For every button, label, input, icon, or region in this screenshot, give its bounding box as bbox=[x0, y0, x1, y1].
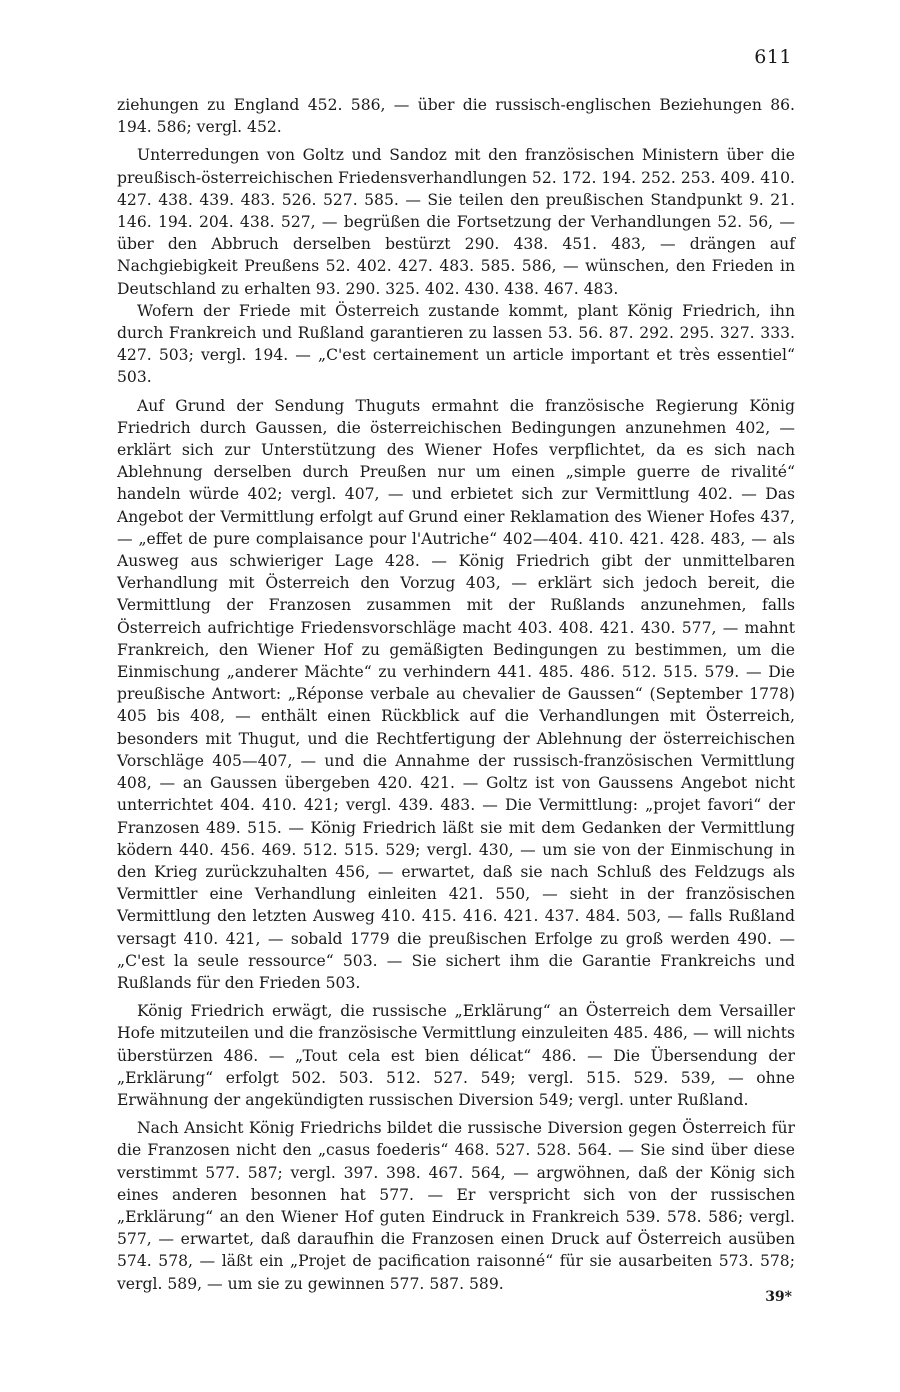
paragraph-koenig-friedrich: König Friedrich erwägt, die russische „Erklärung“ an Österreich dem Versailler Hofe mitzuteilen und die französische Vermittlung einzuleiten 485. 486, — will nichts überstürzen 486. — „Tout cela est bien délicat“ 486. — Die Übersendung der „Erklärung“ erfolgt 502. 503. 512. 527. 549; vergl. 515. 529. 539, — ohne Erwähnung der angekündigten russischen Diversion 549; vergl. unter Rußland. bbox=[117, 1002, 795, 1109]
paragraph-nach-ansicht: Nach Ansicht König Friedrichs bildet die russische Diversion gegen Österreich für die Franzosen nicht den „casus foederis“ 468. 527. 528. 564. — Sie sind über diese verstimmt 577. 587; vergl. 397. 398. 467. 564, — argwöhnen, daß der König sich eines anderen besonnen hat 577. — Er verspricht sich von der russischen „Erklärung“ an den Wiener Hof guten Eindruck in Frankreich 539. 578. 586; vergl. 577, — erwartet, daß daraufhin die Franzosen einen Druck auf Österreich ausüben 574. 578, — läßt ein „Projet de pacification raisonné“ für sie ausarbeiten 573. 578; vergl. 589, — um sie zu gewinnen 577. 587. 589. bbox=[117, 1119, 795, 1293]
paragraph-unterredungen: Unterredungen von Goltz und Sandoz mit den französischen Ministern über die preußisch-österreichischen Friedensverhandlungen 52. 172. 194. 252. 253. 409. 410. 427. 438. 439. 483. 526. 527. 585. — Sie teilen den preußischen Standpunkt 9. 21. 146. 194. 204. 438. 527, — begrüßen die Fortsetzung der Verhandlungen 52. 56, — über den Abbruch derselben bestürzt 290. 438. 451. 483, — drängen auf Nachgiebigkeit Preußens 52. 402. 427. 483. 585. 586, — wünschen, den Frieden in Deutschland zu erhalten 93. 290. 325. 402. 430. 438. 467. 483. bbox=[117, 146, 795, 298]
index-text-body bbox=[117, 94, 795, 1301]
page-number: 611 bbox=[754, 46, 792, 68]
paragraph-continuation: ziehungen zu England 452. 586, — über die russisch-englischen Beziehungen 86. 194. 586; vergl. 452. bbox=[117, 96, 795, 137]
signature-mark: 39* bbox=[765, 1289, 792, 1305]
paragraph-auf-grund: Auf Grund der Sendung Thuguts ermahnt die französische Regierung König Friedrich durch Gaussen, die österreichischen Bedingungen anzunehmen 402, — erklärt sich zur Unterstützung des Wiener Hofes verpflichtet, da es sich nach Ablehnung derselben durch Preußen nur um einen „simple guerre de rivalité“ handeln würde 402; vergl. 407, — und erbietet sich zur Vermittlung 402. — Das Angebot der Vermittlung erfolgt auf Grund einer Reklamation des Wiener Hofes 437, — „effet de pure complaisance pour l'Autriche“ 402—404. 410. 421. 428. 483, — als Ausweg aus schwieriger Lage 428. — König Friedrich gibt der unmittelbaren Verhandlung mit Österreich den Vorzug 403, — erklärt sich jedoch bereit, die Vermittlung der Franzosen zusammen mit der Rußlands anzunehmen, falls Österreich aufrichtige Friedensvorschläge macht 403. 408. 421. 430. 577, — mahnt Frankreich, den Wiener Hof zu gemäßigten Bedingungen zu bestimmen, um die Einmischung „anderer Mächte“ zu verhindern 441. 485. 486. 512. 515. 579. — Die preußische Antwort: „Réponse verbale au chevalier de Gaussen“ (September 1778) 405 bis 408, — enthält einen Rückblick auf die Verhandlungen mit Österreich, besonders mit Thugut, und die Rechtfertigung der Ablehnung der österreichischen Vorschläge 405—407, — und die Annahme der russisch-französischen Vermittlung 408, — an Gaussen übergeben 420. 421. — Goltz ist von Gaussens Angebot nicht unterrichtet 404. 410. 421; vergl. 439. 483. — Die Vermittlung: „projet favori“ der Franzosen 489. 515. — König Friedrich läßt sie mit dem Gedanken der Vermittlung ködern 440. 456. 469. 512. 515. 529; vergl. 430, — um sie von der Einmischung in den Krieg zurückzuhalten 456, — erwartet, daß sie nach Schluß des Feldzugs als Vermittler eine Verhandlung einleiten 421. 550, — sieht in der französischen Vermittlung den letzten Ausweg 410. 415. 416. 421. 437. 484. 503, — falls Rußland versagt 410. 421, — sobald 1779 die preußischen Erfolge zu groß werden 490. — „C'est la seule ressource“ 503. — Sie sichert ihm die Garantie Frankreichs und Rußlands für den Frieden 503. bbox=[117, 396, 795, 992]
paragraph-wofern: Wofern der Friede mit Österreich zustande kommt, plant König Friedrich, ihn durch Frankreich und Rußland garantieren zu lassen 53. 56. 87. 292. 295. 327. 333. 427. 503; vergl. 194. — „C'est certainement un article important et très essentiel“ 503. bbox=[117, 301, 795, 387]
